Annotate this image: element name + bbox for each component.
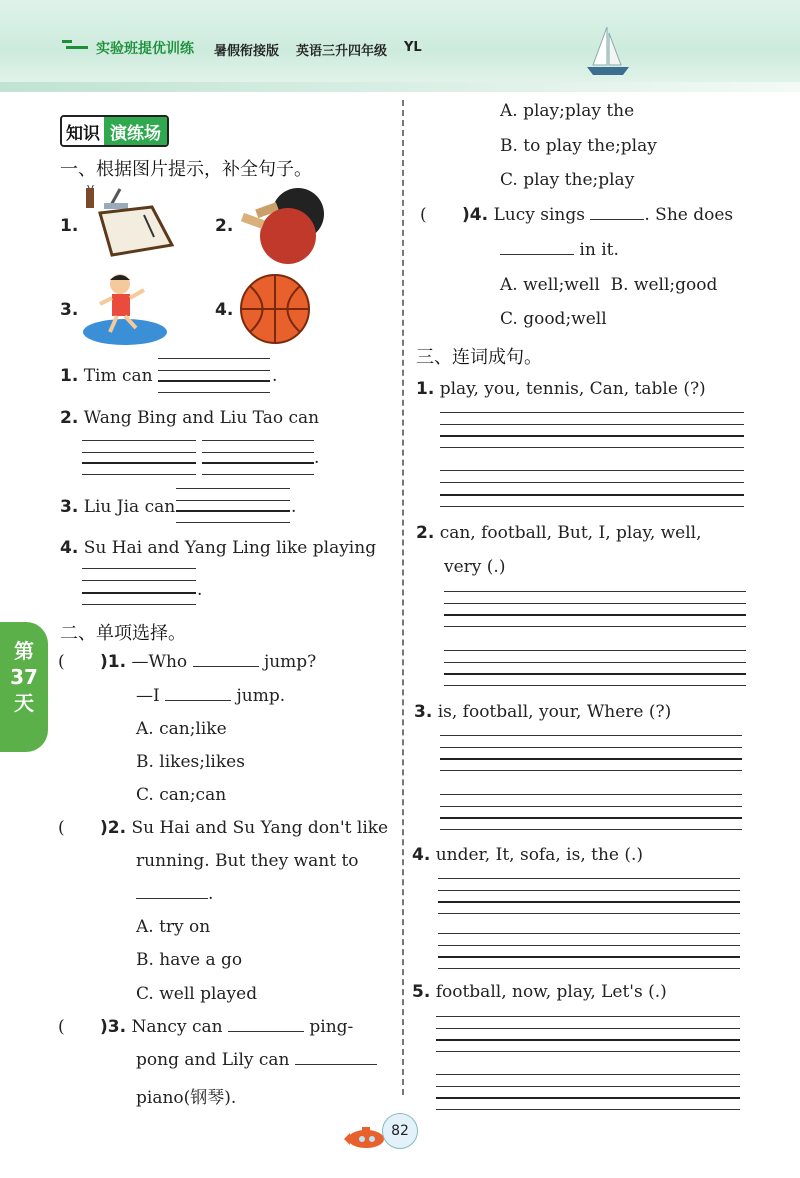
s1-item-1: 1. Tim can [60, 366, 153, 386]
answer-line[interactable] [436, 1097, 740, 1099]
s1-item-2: 2. Wang Bing and Liu Tao can [60, 408, 320, 428]
answer-line[interactable] [440, 829, 742, 830]
section3-title: 三、连词成句。 [416, 347, 542, 368]
answer-line[interactable] [438, 901, 740, 903]
answer-line[interactable] [438, 956, 740, 958]
answer-line[interactable] [444, 603, 746, 604]
answer-line[interactable] [438, 878, 740, 879]
pic-label-2: 2. [215, 216, 234, 236]
basketball-icon [238, 272, 312, 346]
answer-line[interactable] [440, 494, 744, 496]
answer-line[interactable] [82, 604, 196, 605]
q2-option-a: A. try on [136, 917, 211, 937]
answer-line[interactable] [202, 440, 314, 441]
submarine-icon [342, 1125, 386, 1149]
answer-line[interactable] [440, 758, 742, 760]
subject-label: 英语三升四年级 [296, 44, 388, 59]
pic-label-4: 4. [215, 300, 234, 320]
blank[interactable] [193, 666, 259, 667]
answer-line[interactable] [440, 424, 744, 425]
s3-item-1: 1. play, you, tennis, Can, table (?) [416, 379, 706, 399]
answer-line[interactable] [436, 1051, 740, 1052]
q4-paren[interactable]: ( [420, 205, 427, 225]
day-tab: 第 37 天 [0, 622, 48, 752]
q1-paren[interactable]: ( [58, 652, 65, 672]
q1-line2: —I jump. [136, 686, 286, 706]
brand-title: 实验班提优训练 [96, 41, 194, 57]
answer-line[interactable] [438, 933, 740, 934]
q3-line3: piano(钢琴). [136, 1088, 237, 1108]
answer-line[interactable] [436, 1028, 740, 1029]
q2-option-c: C. well played [136, 984, 258, 1004]
brand-logo-icon [62, 38, 90, 52]
answer-line[interactable] [436, 1086, 740, 1087]
answer-line[interactable] [176, 510, 290, 512]
answer-line[interactable] [158, 392, 270, 393]
blank[interactable] [590, 219, 644, 220]
answer-line[interactable] [82, 592, 196, 594]
pic-label-3: 3. [60, 300, 79, 320]
section-tag: 知识 演练场 [60, 115, 169, 147]
version-label: YL [404, 40, 422, 55]
answer-line[interactable] [444, 614, 746, 616]
q2-option-b: B. have a go [136, 950, 243, 970]
answer-line[interactable] [444, 650, 746, 651]
answer-line[interactable] [438, 968, 740, 969]
s3-item-2: 2. can, football, But, I, play, well, [416, 523, 702, 543]
q3-line2: pong and Lily can [136, 1050, 377, 1070]
answer-line[interactable] [444, 685, 746, 686]
answer-line[interactable] [440, 747, 742, 748]
answer-line[interactable] [176, 488, 290, 489]
s3-item-2-line2: very (.) [444, 557, 506, 577]
answer-line[interactable] [440, 447, 744, 448]
section1-title: 一、根据图片提示，补全句子。 [60, 159, 312, 180]
answer-line[interactable] [440, 770, 742, 771]
answer-line[interactable] [444, 673, 746, 675]
s3-item-3: 3. is, football, your, Where (?) [414, 702, 672, 722]
q3-option-a: A. play;play the [500, 101, 635, 121]
answer-line[interactable] [82, 474, 196, 475]
page-number: 82 [382, 1113, 418, 1149]
s1-item-4: 4. Su Hai and Yang Ling like playing [60, 538, 377, 558]
q3-paren[interactable]: ( [58, 1017, 65, 1037]
answer-line[interactable] [440, 735, 742, 736]
answer-line[interactable] [438, 945, 740, 946]
s3-item-4: 4. under, It, sofa, is, the (.) [412, 845, 644, 865]
answer-line[interactable] [82, 580, 196, 581]
answer-line[interactable] [436, 1039, 740, 1041]
column-divider [402, 100, 404, 1095]
answer-line[interactable] [158, 370, 270, 371]
blank[interactable] [228, 1031, 304, 1032]
s1-item-3: 3. Liu Jia can [60, 497, 176, 517]
answer-line[interactable] [158, 380, 270, 382]
answer-line[interactable] [440, 806, 742, 807]
q3-line1: )3. Nancy can ping- [100, 1017, 354, 1037]
answer-line[interactable] [158, 358, 270, 359]
pic-label-1: 1. [60, 216, 79, 236]
answer-line[interactable] [176, 500, 290, 501]
drawing-board-icon [82, 185, 174, 260]
answer-line[interactable] [436, 1109, 740, 1110]
answer-line[interactable] [82, 568, 196, 569]
answer-line[interactable] [444, 591, 746, 592]
q2-line2: running. But they want to [136, 851, 359, 871]
section2-title: 二、单项选择。 [60, 623, 186, 644]
q2-line1: )2. Su Hai and Su Yang don't like [100, 818, 389, 838]
q2-line3: . [136, 884, 213, 904]
answer-line[interactable] [440, 435, 744, 437]
answer-line[interactable] [440, 794, 742, 795]
s3-item-5: 5. football, now, play, Let's (.) [412, 982, 667, 1002]
answer-line[interactable] [438, 890, 740, 891]
answer-line[interactable] [176, 522, 290, 523]
q4-line2: in it. [500, 240, 619, 260]
answer-line[interactable] [82, 440, 196, 441]
sailboat-icon [585, 25, 631, 77]
q4-option-c: C. good;well [500, 309, 607, 329]
edition-label: 暑假衔接版 [214, 44, 280, 59]
answer-line[interactable] [82, 452, 196, 453]
q3-option-c: C. play the;play [500, 170, 635, 190]
answer-line[interactable] [436, 1016, 740, 1017]
q1-option-a: A. can;like [136, 719, 227, 739]
answer-line[interactable] [440, 506, 744, 507]
q2-paren[interactable]: ( [58, 818, 65, 838]
answer-line[interactable] [202, 452, 314, 453]
q1-option-b: B. likes;likes [136, 752, 245, 772]
page-header [0, 0, 800, 92]
answer-line[interactable] [444, 662, 746, 663]
answer-line[interactable] [440, 470, 744, 471]
answer-line[interactable] [436, 1074, 740, 1075]
answer-line[interactable] [440, 817, 742, 819]
blank[interactable] [136, 898, 208, 899]
q4-options-ab: A. well;well B. well;good [500, 275, 718, 295]
answer-line[interactable] [440, 482, 744, 483]
q1-option-c: C. can;can [136, 785, 227, 805]
answer-line[interactable] [438, 913, 740, 914]
answer-line[interactable] [202, 474, 314, 475]
answer-line[interactable] [440, 412, 744, 413]
q1-line1: )1. —Who jump? [100, 652, 317, 672]
ping-pong-paddles-icon [238, 186, 330, 266]
running-girl-icon [80, 270, 170, 348]
q4-line1: )4. Lucy sings . She does [462, 205, 734, 225]
blank[interactable] [165, 700, 231, 701]
blank[interactable] [500, 254, 574, 255]
answer-line[interactable] [82, 462, 196, 464]
q3-option-b: B. to play the;play [500, 136, 657, 156]
answer-line[interactable] [444, 626, 746, 627]
blank[interactable] [295, 1064, 377, 1065]
answer-line[interactable] [202, 462, 314, 464]
